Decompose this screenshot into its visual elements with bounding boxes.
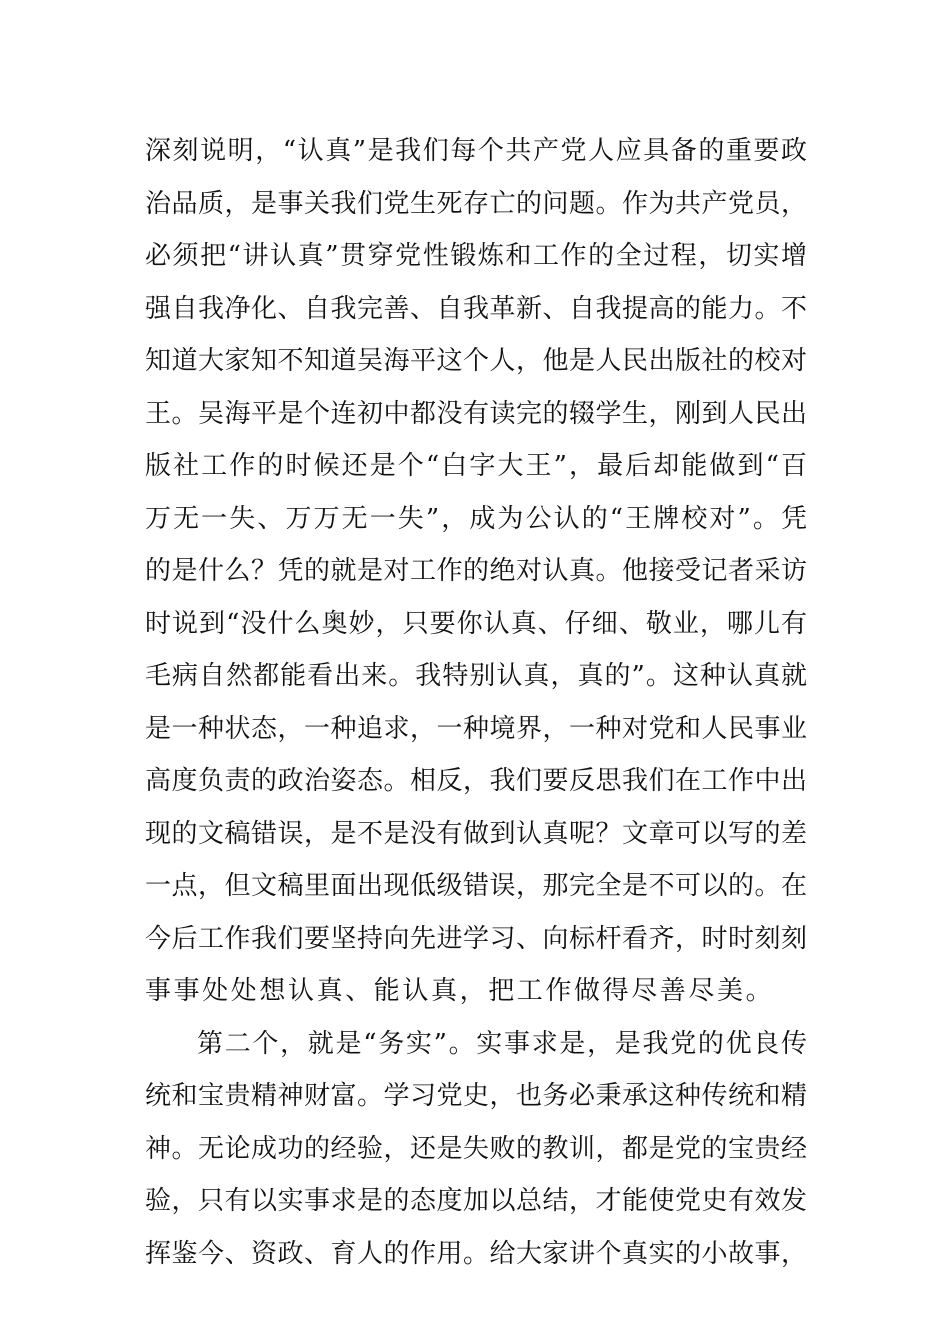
text-line: 治品质，是事关我们党生死存亡的问题。作为共产党员，	[145, 189, 807, 219]
text-line: 今后工作我们要坚持向先进学习、向标杆看齐，时时刻刻	[145, 924, 807, 954]
text-line: 必须把“讲认真”贯穿党性锻炼和工作的全过程，切实增	[145, 241, 807, 271]
text-line: 挥鉴今、资政、育人的作用。给大家讲个真实的小故事，	[145, 1239, 807, 1269]
text-line: 深刻说明，“认真”是我们每个共产党人应具备的重要政	[145, 136, 807, 166]
text-line: 神。无论成功的经验，还是失败的教训，都是党的宝贵经	[145, 1134, 807, 1164]
text-line: 万无一失、万万无一失”，成为公认的“王牌校对”。凭	[145, 504, 807, 534]
text-line: 版社工作的时候还是个“白字大王”，最后却能做到“百	[145, 451, 807, 481]
text-line: 强自我净化、自我完善、自我革新、自我提高的能力。不	[145, 294, 807, 324]
text-line: 时说到“没什么奥妙，只要你认真、仔细、敬业，哪儿有	[145, 609, 807, 639]
text-line: 一点，但文稿里面出现低级错误，那完全是不可以的。在	[145, 871, 807, 901]
text-line: 王。吴海平是个连初中都没有读完的辍学生，刚到人民出	[145, 399, 807, 429]
text-line: 的是什么？凭的就是对工作的绝对认真。他接受记者采访	[145, 556, 807, 586]
text-line: 验，只有以实事求是的态度加以总结，才能使党史有效发	[145, 1186, 807, 1216]
text-line: 事事处处想认真、能认真，把工作做得尽善尽美。	[145, 976, 775, 1006]
paragraph-first-line: 第二个，就是“务实”。实事求是，是我党的优良传	[197, 1029, 807, 1059]
text-line: 高度负责的政治姿态。相反，我们要反思我们在工作中出	[145, 766, 807, 796]
text-line: 现的文稿错误，是不是没有做到认真呢？文章可以写的差	[145, 819, 807, 849]
text-line: 统和宝贵精神财富。学习党史，也务必秉承这种传统和精	[145, 1081, 807, 1111]
text-line: 毛病自然都能看出来。我特别认真，真的”。这种认真就	[145, 661, 807, 691]
text-line: 知道大家知不知道吴海平这个人，他是人民出版社的校对	[145, 346, 807, 376]
text-line: 是一种状态，一种追求，一种境界，一种对党和人民事业	[145, 714, 807, 744]
